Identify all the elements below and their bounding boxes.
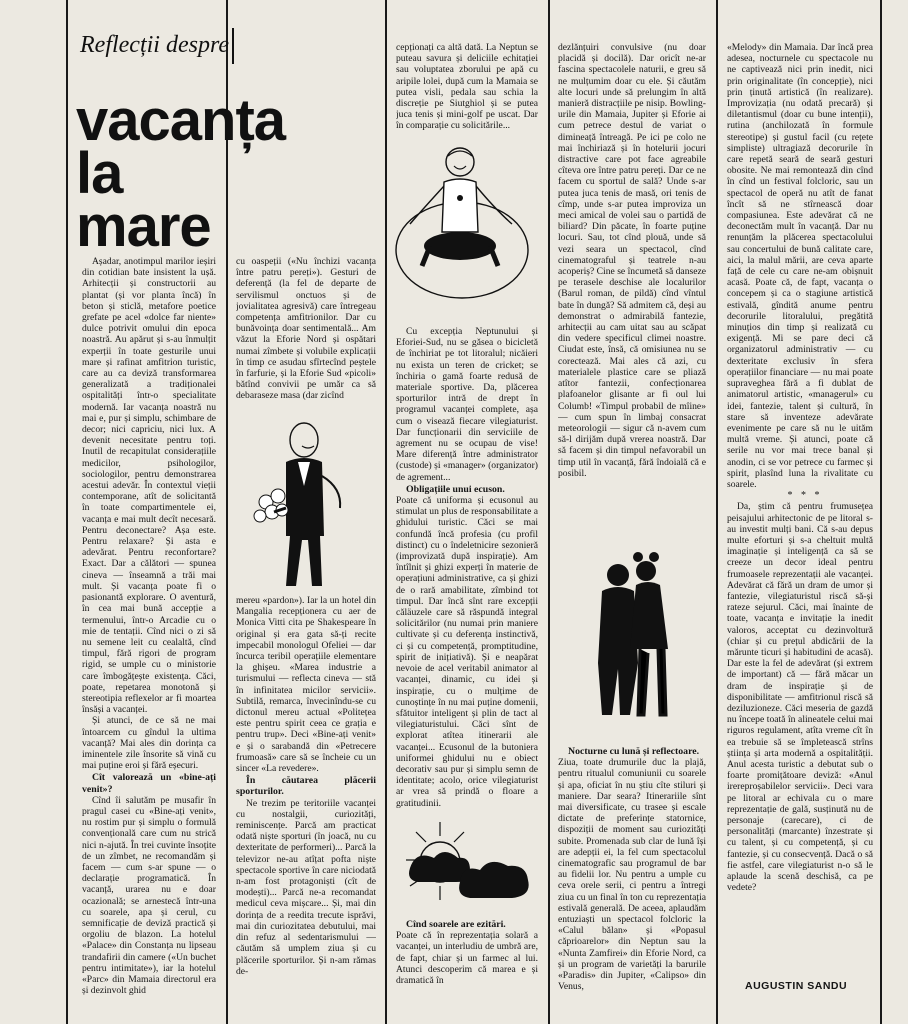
section-heading: Nocturne cu lună și reflectoare.	[568, 746, 700, 757]
text-column-2-bottom	[236, 595, 376, 1021]
article-headline	[76, 88, 286, 259]
legs	[424, 232, 496, 260]
column-rule	[880, 0, 882, 1024]
text-column-1	[82, 256, 216, 1021]
text-column-3-bottom	[396, 326, 538, 818]
woman-head	[636, 561, 656, 581]
column-rule	[66, 0, 68, 1024]
author-signature: AUGUSTIN SANDU	[745, 980, 848, 992]
text-column-3-top	[396, 42, 538, 144]
section-heading: Cînd soarele are ezitări.	[406, 919, 506, 930]
bald-head	[290, 423, 318, 457]
paragraph: «Melody» din Mamaia. Dar încă prea adesea, nocturnele cu spectacole nu ne captivează nici prin inedit, nici prin originalitate (în concepție), nici prin ținută artistică (în realizare). Improvizația (nu odată precară) și diletantismul (doar cu bune intenții), rutina (anchilozată în formule stereotipe) și gustul facil (cu rețete simpliste) ultragiază decorurile în care repetă seară de seară gesturi obosite. Ne mai remontează din cînd în cînd un festival folcloric, sau un spectacol de operă nu atît de fanat încît să ne stîrnească doar compasiunea. Este adevărat că ne deconectăm mult în vacanță. Dar nu renunțăm la plăcerea spectacolului sau concertului de bună calitate care, aici, la malul mării, are ceva aparte față de cele cu care ne-am obișnuit acasă. Poate că, de fapt, vacanța o concepem și ca o stagiune artistică estivală, gîndită anume pentru decorurile litoralului, pregătită minuțios din timp și realizată cu exigență. Mi se pare deci că organizatorul administrativ — cu dexteritate exclusiv în sfera operațiilor financiare — nu mai poate supraveghea fără a fi dublat de animatorul artistic, «managerul» cu idei, fantezie, talent și cultură, în stare să inventeze adevărate evenimente pe care să nu le uităm multă vreme. Și atunci, poate că serile nu vor mai trece banal și anodin, ci se vor petrece cu farmec și spirit, plasînd luna la rivalitate cu soarele.	[727, 42, 873, 490]
paragraph: Cu excepția Neptunului și Eforiei-Sud, nu se găsea o bicicletă de închiriat pe tot litoralul; nicăieri nu exista un teren de cricket; se închiria o gamă foarte redusă de materiale sportive. Da, plăcerea sporturilor intră de drept în programul vacanței complete, așa cum o visează fiecare vilegiaturist. Dar funcționarii din serviciile de agrement nu se ocupau de vise! Mare diferență între administrator (custode) și «manager» (organizator) de agrement...	[396, 326, 538, 483]
section-heading: Cît valorează un «bine-ați venit»?	[82, 772, 216, 795]
paragraph: mereu «pardon»). Iar la un hotel din Mangalia recepționera cu aer de Monica Vitti cita pe Shakespeare în original și era gata să-ți recite impecabil monologul Ofeliei — dar încurca teribil operațiile elementare la ghișeu. «Marea industrie a turismului — reflecta cineva — stă în infinitatea micilor servicii». Subtilă, remarca, învecinîndu-se cu dictonul mereu actual «Politețea este pentru spirit ceea ce grația e pentru trup». Deci «Bine-ați venit» e și o sarabandă din «Petrecere frumoasă» care să se încheie cu un sincer «La revedere».	[236, 595, 376, 775]
text-column-5	[727, 42, 873, 972]
section-separator: * * *	[787, 490, 823, 502]
headline-line: vacanța	[76, 88, 286, 153]
seated-man-illustration	[392, 140, 542, 310]
arm-right	[476, 186, 512, 224]
man-body	[598, 587, 638, 715]
article-kicker: Reflecții despre	[80, 32, 230, 58]
couple-silhouette-illustration	[580, 545, 690, 725]
man-head	[607, 564, 629, 586]
text-column-3-tail	[396, 918, 538, 1021]
paragraph: Și atunci, de ce să ne mai întoarcem cu gîndul la ultima vacanță? Mai ales din dorința ca iminentele zile însorite să vină cu mai puține eroi și fără eșecuri.	[82, 715, 216, 772]
text-column-4-top	[558, 42, 706, 562]
section-heading: Obligațiile unui ecuson.	[406, 483, 505, 495]
headline-line: mare	[76, 194, 211, 259]
paragraph: cu oaspeții («Nu închizi vacanța între patru pereți»). Gesturi de deferență (la fel de departe de servilismul onctuos și de jovialitatea agresivă) care întregeau competența amfitrionilor. Dar cu bunăvoința doar sentimentală... Am văzut la Eforie Nord și ospătari numai zîmbete și volubile explicații în timp ce asudau sfîrtecînd peștele în farfurie, și la Eforie Sud «picoli» bătînd convivii pe umăr ca să debaraseze masa (dar zicînd	[236, 256, 376, 402]
woman-body	[630, 582, 668, 649]
column-rule	[548, 0, 550, 1024]
paragraph: dezlănțuiri convulsive (nu doar placidă și docilă). Dar oricît ne-ar fascina spectacolele naturii, e greu să ne mulțumim doar cu ele. Și căutăm alte locuri unde să prelungim în altă manieră distracțiile pe nisip. Bowling-urile din Mamaia, Jupiter și Eforie ai cum petrece destul de variat o dimineață întreagă. Pe ici pe colo ne mai închiriază și în hotelurii jocuri distractive care pot face agreabile cîteva ore între patru pereți. Dar ce ne facem cu sportul de sală? Unde s-ar putea juca tenis de masă, ori tenis de cîmp, unde s-ar putea improviza un meci amical de volei sau o partidă de biliard? Din păcate, în foarte puține locuri. Sau, tot cînd plouă, unde să vezi seara un spectacol, cînd cinematograful și teatrele n-au acoperiș? Cine se încumetă să danseze pe terasele deschise ale localurilor (Barul roman, de pildă) cînd vîntul bate în dungă? Să admitem că, deși au demonstrat o admirabilă fantezie, arhitecții au cam uitat sau au scăpat din vedere specificul climei noastre. Ciudat este, însă, că omisiunea nu se corectează. Mai ales că azi, cu materialele plastice care se pliază atîtor fantezii, confecționarea plafoanelor glisante ar fi oul lui Columb! «Timpul probabil de mîine» — cum spun în limbaj consacrat meteorologii — sigur că n-avem cum să-l dirijăm după vrerea noastră. Dar să facem și din timpul nefavorabil un timp util în vacanță, fără îndoială că e posibil.	[558, 42, 706, 479]
legs	[286, 536, 322, 586]
text-column-2-top	[236, 256, 376, 441]
section-heading: În căutarea plăcerii sporturilor.	[236, 775, 376, 798]
head	[446, 148, 474, 176]
paragraph: Cînd îi salutăm pe musafir în pragul casei cu «Bine-ați venit», nu rostim pur și simplu o formulă convențională care cum nu strică nici n-ajută. În trei cuvinte însoțite de un zîmbet, ne recomandăm și facem — cum s-ar spune — o declarație programatică. În vacanță, urarea nu e doar ocazională; se arnestecă într-una cu soarele, apa și cerul, cu semnificație de deviză practică și orgoliu de blazon. La hotelul «Palace» din Constanța nu lipseau trandafirii din camere («Un buchet pentru intimitate»), iar la hotelul «Parc» din Mamaia directorul era și dezinvolt ghid	[82, 794, 216, 997]
man-with-bouquet-illustration	[246, 416, 356, 596]
headline-line: la	[76, 141, 123, 206]
paragraph: Poate că în reprezentația solară a vacanței, un interludiu de umbră are, de fapt, chiar și un farmec al lui. Atunci descoperim că marea e și dramatică în	[396, 930, 538, 987]
text-column-4-bottom	[558, 745, 706, 1021]
sun-behind-clouds-illustration	[400, 820, 540, 915]
kicker-tick	[232, 28, 234, 64]
paragraph: Poate că uniforma și ecusonul au stimulat un plus de responsabilitate a ghidului turistic. Căci se mai confundă încă profesia (cu profil distinct) cu o îndeletnicire sezonieră (improvizată după inspirație). Am întîlnit și ghizi experți în materie de operațiuni administrative, ca și ghizi de o rară amabilitate, zîmbind tot timpul. Dar încă sînt rare excepții căläuzele care să răspundă integral solicitărilor (nu numai prin maniere cultivate și cu deferența instinctivă, ci și cu competență, promptitudine, spirit de inițiativă). Și e neapărat nevoie de acel veritabil animator al vacanței, dinamic, cu idei și inspirație, cu o mulțime de cunoștințe în nu mai puține domenii, sfătuitor inteligent și plin de tact al vilegiaturistului. Căci sînt de explorat atîtea itinerarii ale vacanței... Ecusonul de la butoniera uniformei ghidului nu e obiect decorativ sau pur și simplu semn de identitate; acolo, orice vilegiaturist ar vrea să prindă o floare a gratitudinii.	[396, 495, 538, 809]
paragraph: cepționați ca altă dată. La Neptun se puteau savura și deliciile echitației sau voluptatea zborului pe apă cu aripile lolei, după cum la Mamaia se putea visli, pedala sau schia la discreție pe Siutghiol și se putea juca tenis și mini-golf pe uscat. Dar în comparație cu solicitările...	[396, 42, 538, 132]
bouquet	[254, 489, 288, 522]
column-rule	[716, 0, 718, 1024]
hand-right	[322, 476, 340, 508]
paragraph: Așadar, anotimpul marilor ieșiri din cotidian bate insistent la ușă. Arhitecții și constructorii au plantat (și vor planta încă) în beton și sticlă, metafore poetice grefate pe acel «dolce far niente» dulce potrivit omului din epoca noastră. Au apărut și s-au înmulțit experții în toate gesturile unui mare și rafinat amfitrion turistic, care au ca deviză transformarea generalizată a tradiționalei ospitalități într-o specialitate modernă. Iar vacanța noastră nu mai e, pur și simplu, schimbare de decor; nici capriciu, nici lux. A devenit necesitate pentru toți. Inutil de recapitulat considerațiile medicilor, psihologilor, sociologilor, pentru demonstrarea acestui adevăr. În contextul vieții contemporane, atît de solicitantă în toate compartimentele ei, vacanța e mai mult decît necesară. Pentru deconectare? Așa este. Pentru relaxare? Și asta e adevărat. Pentru reconfortare? Exact. Dar a călători — spunea cineva — înseamnă a trăi mai mult. Și vacanța poate fi o pasionantă explorare. O aventură, în cea mai bună accepție a termenului, într-o Arcadie cu o mie de tentații. Cînd nici o zi să nu semene leit cu cealaltă, cînd timpul, fără rigori de program rigid, se umple cu o ministorie care îmbogățește existența. Căci, poate, repetarea monotonă și stereotipia reflexelor ar fi moartea însăși a vacanței.	[82, 256, 216, 716]
paragraph: Ziua, toate drumurile duc la plajă, pentru ritualul comuniunii cu soarele și apa, oficiat în nu știu cîte stiluri și maniere. Dar seara? Itinerariile sînt mai diversificate, cu trasee și escale dictate de preferințe statornice, dispoziții de moment sau curiozități subite. Promenada sub clar de lună își are adepții ei, la fel cum spectacolul cinematografic sau programul de bar au fidelii lor. Nu pentru a umple cu ceva orele serii, ci pentru a întregi ziua cu un final în ton cu reprezentația estivală generală. De aceea, aplaudăm entuziaști un spectacol folcloric la «Calul bălan» și «Popasul căprioarelor» din Neptun sau la «Nunta Zamfirei» din Eforie Nord, ca și un program de varietăți la barurile «Paradis» din Jupiter, «Calipso» din Venus,	[558, 757, 706, 993]
column-rule	[385, 0, 387, 1024]
paragraph: Da, știm că pentru frumusețea peisajului arhitectonic de pe litoral s-au investit mulți bani. Că s-au depus multe eforturi și s-a cheltuit multă imaginație și inteligență ca să se creeze un decor ideal pentru frumoasele reprezentații ale vacanței. Adevărat că fără un dram de umor și fantezie, vilegiaturistul riscă să-și rateze sejurul. Căci, mai înainte de toate, vacanța e invitație la inedit valoros, acceptat cu dezinvoltură (chiar și cu prețul abdicării de la mărunte ticuri și habitudini de acasă). Dar este la fel de adevărat (și extrem de important) că — fără măcar un dram de inspirație și de disponibilitate — amfitrionul riscă să deziluzioneze. Căci meseria de gazdă nu începe toată în alineatele celui mai riguros regulament, atîta vreme cît în ea trebuie să se împletească strîns știința și arta modernă a ospitalității. Anul acesta turistic a debutat sub o foarte promițătoare deviză: «Anul irereproșabilelor servicii». Deci vara pe litoral ar echivala cu o mare reprezentație de gală, susținută nu de personaje (carecare), ci de personalități (marcante) înzestrate și cu talent, și cu competență, și cu fantezie, și cu consecvență. Dacă o să fie astfel, care vilegiaturist n-o să le aplaude la scenă deschisă, ca pe vedete?	[727, 501, 873, 894]
torso	[442, 179, 478, 232]
paragraph: Ne trezim pe teritoriile vacanței cu nostalgii, curiozități, reminiscențe. Parcă am practicat odată niște sporturi (în joacă, nu cu dexteritate de performeri)... Parcă la televizor ne-au atîțat pofta niște spectacole sportive în care niciodată n-am fost protagoniști (cît de modești)... Parcă ne-a recomandat medicul ceva mișcare... Și, mai din dorința de a reedita trecute isprăvi, mai din curiozitatea debutului, mai din refuz al sedentarismului — căutăm să umplem ziua și cu plăcerile sporturilor. Și n-am rămas de-	[236, 797, 376, 977]
